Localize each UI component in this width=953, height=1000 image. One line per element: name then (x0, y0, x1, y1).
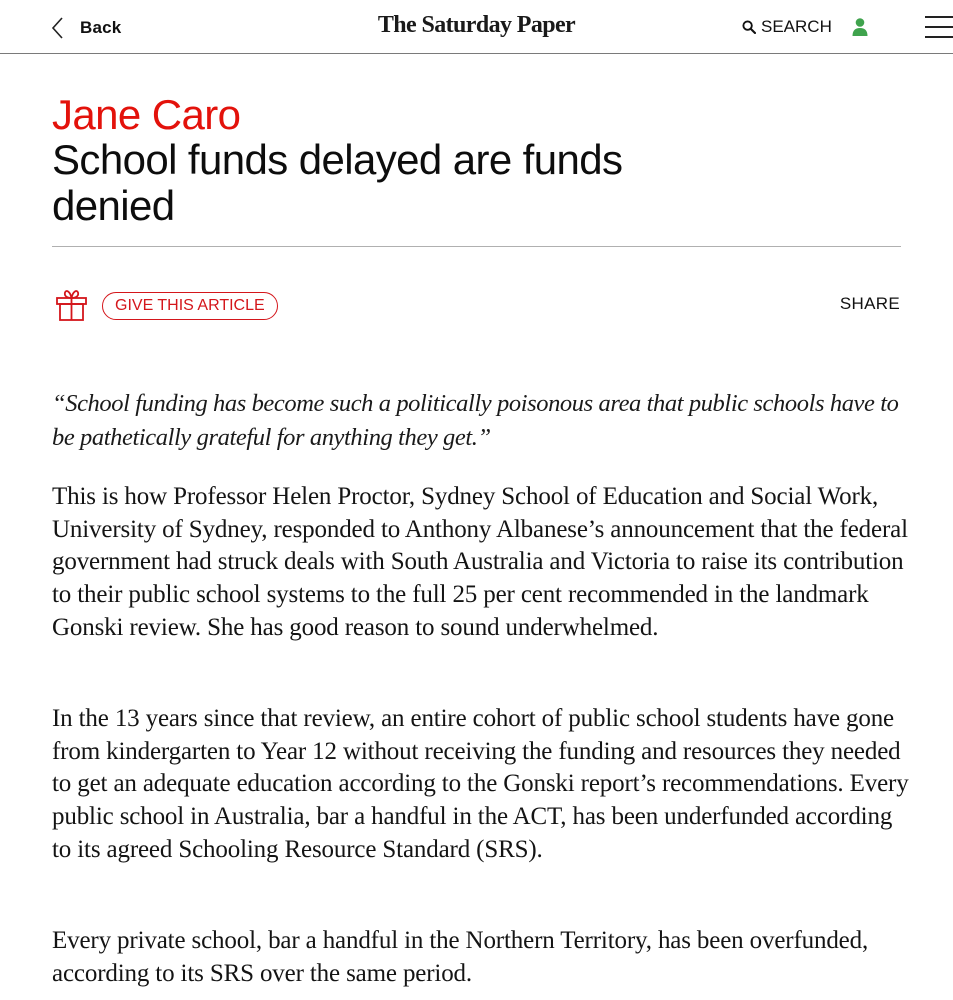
header-divider (52, 246, 901, 247)
search-button[interactable] (742, 16, 832, 38)
search-icon (742, 20, 756, 34)
pull-quote: “School funding has become such a politically poisonous area that public schools have to be pathetically grateful for anything they get.” (52, 390, 899, 451)
top-nav-bar (0, 0, 953, 54)
article-headline: School funds delayed are funds denied (52, 136, 623, 229)
back-button[interactable] (50, 14, 121, 42)
masthead-logo[interactable]: The Saturday Paper (377, 12, 576, 38)
gift-icon[interactable] (55, 288, 88, 322)
user-icon[interactable] (851, 17, 869, 37)
body-paragraph: Every private school, bar a handful in the Northern Territory, has been overfunded, according to its SRS over the same period. (52, 927, 869, 987)
chevron-left-icon (50, 16, 66, 40)
hamburger-menu-icon[interactable] (925, 14, 953, 40)
share-button[interactable]: SHARE (839, 294, 900, 313)
give-this-article-button[interactable]: GIVE THIS ARTICLE (102, 292, 278, 320)
search-label: SEARCH (761, 17, 832, 36)
author-name[interactable]: Jane Caro (52, 91, 241, 138)
back-label: Back (80, 18, 122, 37)
body-paragraph: This is how Professor Helen Proctor, Sydney School of Education and Social Work, University of Sydney, responded to Anthony Albanese’s announcement that the federal government had struck deals with South Australia and Victoria to raise its contribution to their public school systems to the full 25 per cent recommended in the landmark Gonski review. She has good reason to sound underwhelmed. (52, 483, 908, 641)
body-paragraph: In the 13 years since that review, an entire cohort of public school students have gone from kindergarten to Year 12 without receiving the funding and resources they needed to get an adequate education according to the Gonski report’s recommendations. Every public school in Australia, bar a handful in the ACT, has been underfunded according to its agreed Schooling Resource Standard (SRS). (52, 705, 909, 863)
